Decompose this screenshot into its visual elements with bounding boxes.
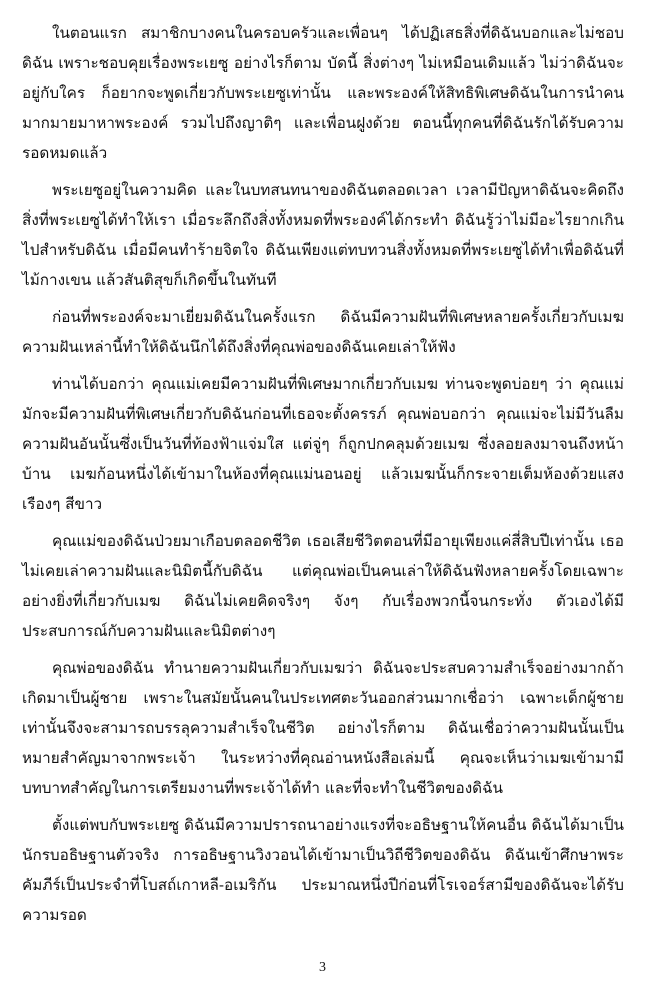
paragraph-5: คุณแม่ของดิฉันป่วยมาเกือบตลอดชีวิต เธอเสียชีวิตตอนที่มีอายุเพียงแค่สี่สิบปีเท่านั้น เธอไม่เคยเล่าความฝันและนิมิตนี้กับดิฉัน แต่คุณพ่อเป็นคนเล่าให้ดิฉันฟังหลายครั้งโดยเฉพาะอย่างยิ่งที่เกี่ยวกับเมฆ ดิฉันไม่เคยคิดจริงๆ จังๆ กับเรื่องพวกนี้จนกระทั่ง ตัวเองได้มีประสบการณ์กับความฝันและนิมิตต่างๆ [22,532,624,640]
paragraph-4: ท่านได้บอกว่า คุณแม่เคยมีความฝันที่พิเศษมากเกี่ยวกับเมฆ ท่านจะพูดบ่อยๆ ว่า คุณแม่มักจะมีความฝันที่พิเศษเกี่ยวกับดิฉันก่อนที่เธอจะตั้งครรภ์ คุณพ่อบอกว่า คุณแม่จะไม่มีวันลืมความฝันอันนั้นซึ่งเป็นวันที่ท้องฟ้าแจ่มใส แต่จู่ๆ ก็ถูกปกคลุมด้วยเมฆ ซึ่งลอยลงมาจนถึงหน้าบ้าน เมฆก้อนหนึ่งได้เข้ามาในห้องที่คุณแม่นอนอยู่ แล้วเมฆนั้นก็กระจายเต็มห้องด้วยแสงเรืองๆ สีขาว [22,375,624,513]
paragraph-6: คุณพ่อของดิฉัน ทำนายความฝันเกี่ยวกับเมฆว่า ดิฉันจะประสบความสำเร็จอย่างมากถ้าเกิดมาเป็นผู้ชาย เพราะในสมัยนั้นคนในประเทศตะวันออกส่วนมากเชื่อว่า เฉพาะเด็กผู้ชายเท่านั้นจึงจะสามารถบรรลุความสำเร็จในชีวิต อย่างไรก็ตาม ดิฉันเชื่อว่าความฝันนั้นเป็นหมายสำคัญมาจากพระเจ้า ในระหว่างที่คุณอ่านหนังสือเล่มนี้ คุณจะเห็นว่าเมฆเข้ามามีบทบาทสำคัญในการเตรียมงานที่พระเจ้าได้ทำ และที่จะทำในชีวิตของดิฉัน [22,659,624,797]
paragraph-2: พระเยซูอยู่ในความคิด และในบทสนทนาของดิฉันตลอดเวลา เวลามีปัญหาดิฉันจะคิดถึงสิ่งที่พระเยซูได้ทำให้เรา เมื่อระลึกถึงสิ่งทั้งหมดที่พระองค์ได้กระทำ ดิฉันรู้ว่าไม่มีอะไรยากเกินไปสำหรับดิฉัน เมื่อมีคนทำร้ายจิตใจ ดิฉันเพียงแต่ทบทวนสิ่งทั้งหมดที่พระเยซูได้ทำเพื่อดิฉันที่ไม้กางเขน แล้วสันติสุขก็เกิดขึ้นในทันที [22,181,624,289]
page-number: 3 [319,960,326,975]
paragraph-3: ก่อนที่พระองค์จะมาเยี่ยมดิฉันในครั้งแรก ดิฉันมีความฝันที่พิเศษหลายครั้งเกี่ยวกับเมฆ ความฝันเหล่านี้ทำให้ดิฉันนึกได้ถึงสิ่งที่คุณพ่อของดิฉันเคยเล่าให้ฟัง [22,308,624,356]
paragraph-1: ในตอนแรก สมาชิกบางคนในครอบครัวและเพื่อนๆ ได้ปฏิเสธสิ่งที่ดิฉันบอกและไม่ชอบดิฉัน เพราะชอบคุยเรื่องพระเยซู อย่างไรก็ตาม บัดนี้ สิ่งต่างๆ ไม่เหมือนเดิมแล้ว ไม่ว่าดิฉันจะอยู่กับใคร ก็อยากจะพูดเกี่ยวกับพระเยซูเท่านั้น และพระองค์ให้สิทธิพิเศษดิฉันในการนำคนมากมายมาหาพระองค์ รวมไปถึงญาติๆ และเพื่อนฝูงด้วย ตอนนี้ทุกคนที่ดิฉันรักได้รับความรอดหมดแล้ว [22,24,624,162]
page-body [22,18,624,937]
paragraph-7: ตั้งแต่พบกับพระเยซู ดิฉันมีความปรารถนาอย่างแรงที่จะอธิษฐานให้คนอื่น ดิฉันได้มาเป็นนักรบอธิษฐานตัวจริง การอธิษฐานวิงวอนได้เข้ามาเป็นวิถีชีวิตของดิฉัน ดิฉันเข้าศึกษาพระคัมภีร์เป็นประจำที่โบสถ์เกาหลี-อเมริกัน ประมาณหนึ่งปีก่อนที่โรเจอร์สามีของดิฉันจะได้รับความรอด [22,816,624,924]
